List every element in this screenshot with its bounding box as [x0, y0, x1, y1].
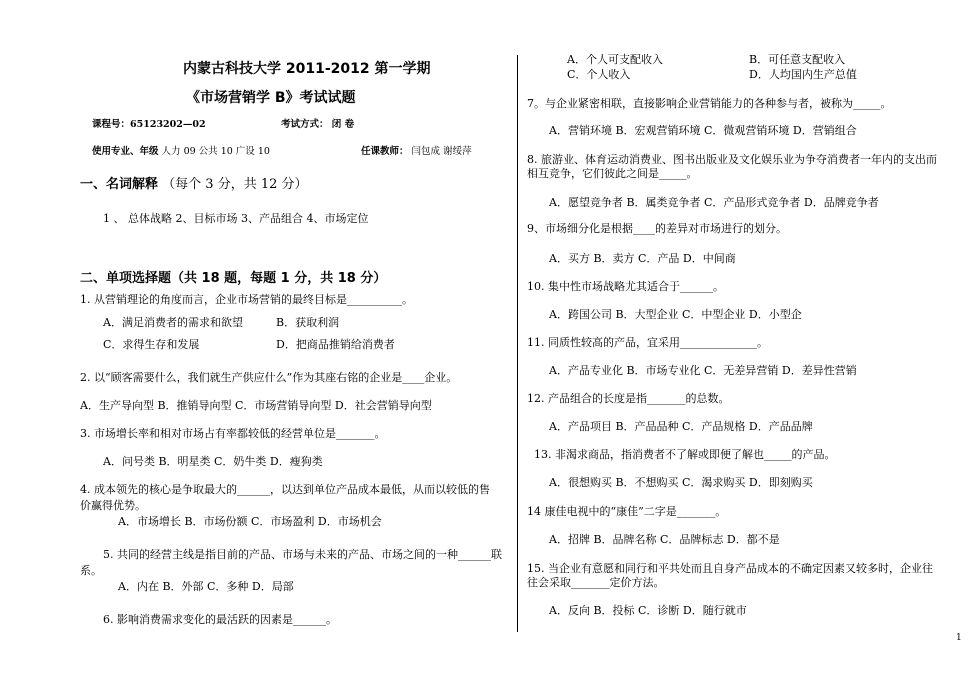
- option-c: C．个人收入: [567, 68, 631, 81]
- question-line: 3. 市场增长率和相对市场占有率都较低的经营单位是_______。: [80, 427, 386, 440]
- options-line: A．反向 B．投标 C．诊断 D．随行就市: [549, 604, 747, 617]
- question-line: 1. 从营销理论的角度而言，企业市场营销的最终目标是__________。: [80, 293, 413, 306]
- section1-heading-line: [80, 173, 308, 192]
- options-line: A．跨国公司 B．大型企业 C．中型企业 D．小型企: [549, 308, 802, 321]
- question-line: 15. 当企业有意愿和同行和平共处而且自身产品成本的不确定因素又较多时，企业往: [527, 562, 933, 575]
- page-number: 1: [956, 633, 962, 643]
- option-d: D．把商品推销给消费者: [276, 338, 395, 351]
- question-line: 14 康佳电视中的“康佳”二字是_______。: [527, 505, 727, 518]
- question-line: 系。: [80, 564, 102, 577]
- teachers-label: 任课教师：: [361, 146, 409, 157]
- majors-line: [92, 143, 270, 157]
- section1-heading: 一、名词解释: [80, 177, 159, 192]
- question-line: 9、市场细分化是根据____的差异对市场进行的划分。: [527, 222, 787, 235]
- question-line: 11. 同质性较高的产品，宜采用______________。: [527, 336, 768, 349]
- teachers-line: [361, 143, 472, 157]
- exam-title-line1: 内蒙古科技大学 2011-2012 第一学期: [183, 61, 431, 77]
- option-a: A．满足消费者的需求和欲望: [103, 316, 243, 329]
- question-line: 8. 旅游业、体育运动消费业、图书出版业及文化娱乐业为争夺消费者一年内的支出而: [527, 153, 937, 166]
- options-line: A．问号类 B．明星类 C．奶牛类 D．瘦狗类: [103, 455, 323, 468]
- options-line: A．市场增长 B．市场份额 C．市场盈利 D．市场机会: [118, 515, 382, 528]
- question-line: 10. 集中性市场战略尤其适合于______。: [527, 280, 724, 293]
- option-b: B．获取利润: [276, 316, 340, 329]
- section1-note: （每个 3 分，共 12 分）: [162, 177, 308, 192]
- options-line: A．内在 B．外部 C．多种 D．局部: [118, 580, 294, 593]
- options-line: A．生产导向型 B．推销导向型 C．市场营销导向型 D．社会营销导向型: [80, 399, 432, 412]
- exam-mode: 考试方式： 闭 卷: [281, 119, 355, 130]
- question-line: 7。与企业紧密相联，直接影响企业营销能力的各种参与者，被称为_____。: [527, 97, 892, 110]
- column-divider: [517, 55, 518, 632]
- question-line: 13. 非渴求商品，指消费者不了解或即便了解也_____的产品。: [534, 448, 836, 461]
- majors-value: 人力 09 公共 10 广设 10: [161, 146, 270, 157]
- options-line: A．很想购买 B．不想购买 C．渴求购买 D．即刻购买: [549, 476, 813, 489]
- options-line: A．买方 B．卖方 C．产品 D．中间商: [549, 252, 736, 265]
- exam-title-line2: 《市场营销学 B》考试试题: [186, 90, 356, 106]
- section2-heading: 二、单项选择题（共 18 题，每题 1 分，共 18 分）: [80, 271, 387, 286]
- question-line: 6. 影响消费需求变化的最活跃的因素是______。: [103, 613, 337, 626]
- question-line: 相互竞争，它们彼此之间是_____。: [527, 167, 698, 180]
- section1-items: 1 、 总体战略 2、目标市场 3、产品组合 4、市场定位: [103, 212, 369, 225]
- option-a: A．个人可支配收入: [567, 53, 663, 66]
- options-line: A．产品专业化 B．市场专业化 C．无差异营销 D．差异性营销: [549, 364, 857, 377]
- options-line: A．愿望竞争者 B．属类竞争者 C．产品形式竞争者 D．品牌竞争者: [549, 196, 879, 209]
- teachers-value: 闫包成 谢绥萍: [411, 146, 472, 157]
- options-line: A．产品项目 B．产品品种 C．产品规格 D．产品品牌: [549, 420, 813, 433]
- question-line: 往会采取_______定价方法。: [527, 576, 665, 589]
- question-line: 2. 以“顾客需要什么，我们就生产供应什么”作为其座右铭的企业是____企业。: [80, 371, 458, 384]
- options-line: A．营销环境 B．宏观营销环境 C．微观营销环境 D．营销组合: [549, 124, 857, 137]
- question-line: 4. 成本领先的核心是争取最大的______，以达到单位产品成本最低，从而以较低的售: [80, 483, 490, 496]
- course-code: 课程号：65123202—02: [92, 119, 206, 130]
- option-c: C．求得生存和发展: [103, 338, 200, 351]
- question-line: 12. 产品组合的长度是指_______的总数。: [527, 392, 730, 405]
- options-line: A．招牌 B．品牌名称 C．品牌标志 D．都不是: [549, 533, 780, 546]
- question-line: 价赢得优势。: [80, 499, 146, 512]
- option-d: D．人均国内生产总值: [749, 68, 857, 81]
- question-line: 5. 共同的经营主线是指目前的产品、市场与未来的产品、市场之间的一种______联: [103, 548, 502, 561]
- majors-label: 使用专业、年级: [92, 146, 159, 157]
- option-b: B．可任意支配收入: [749, 53, 846, 66]
